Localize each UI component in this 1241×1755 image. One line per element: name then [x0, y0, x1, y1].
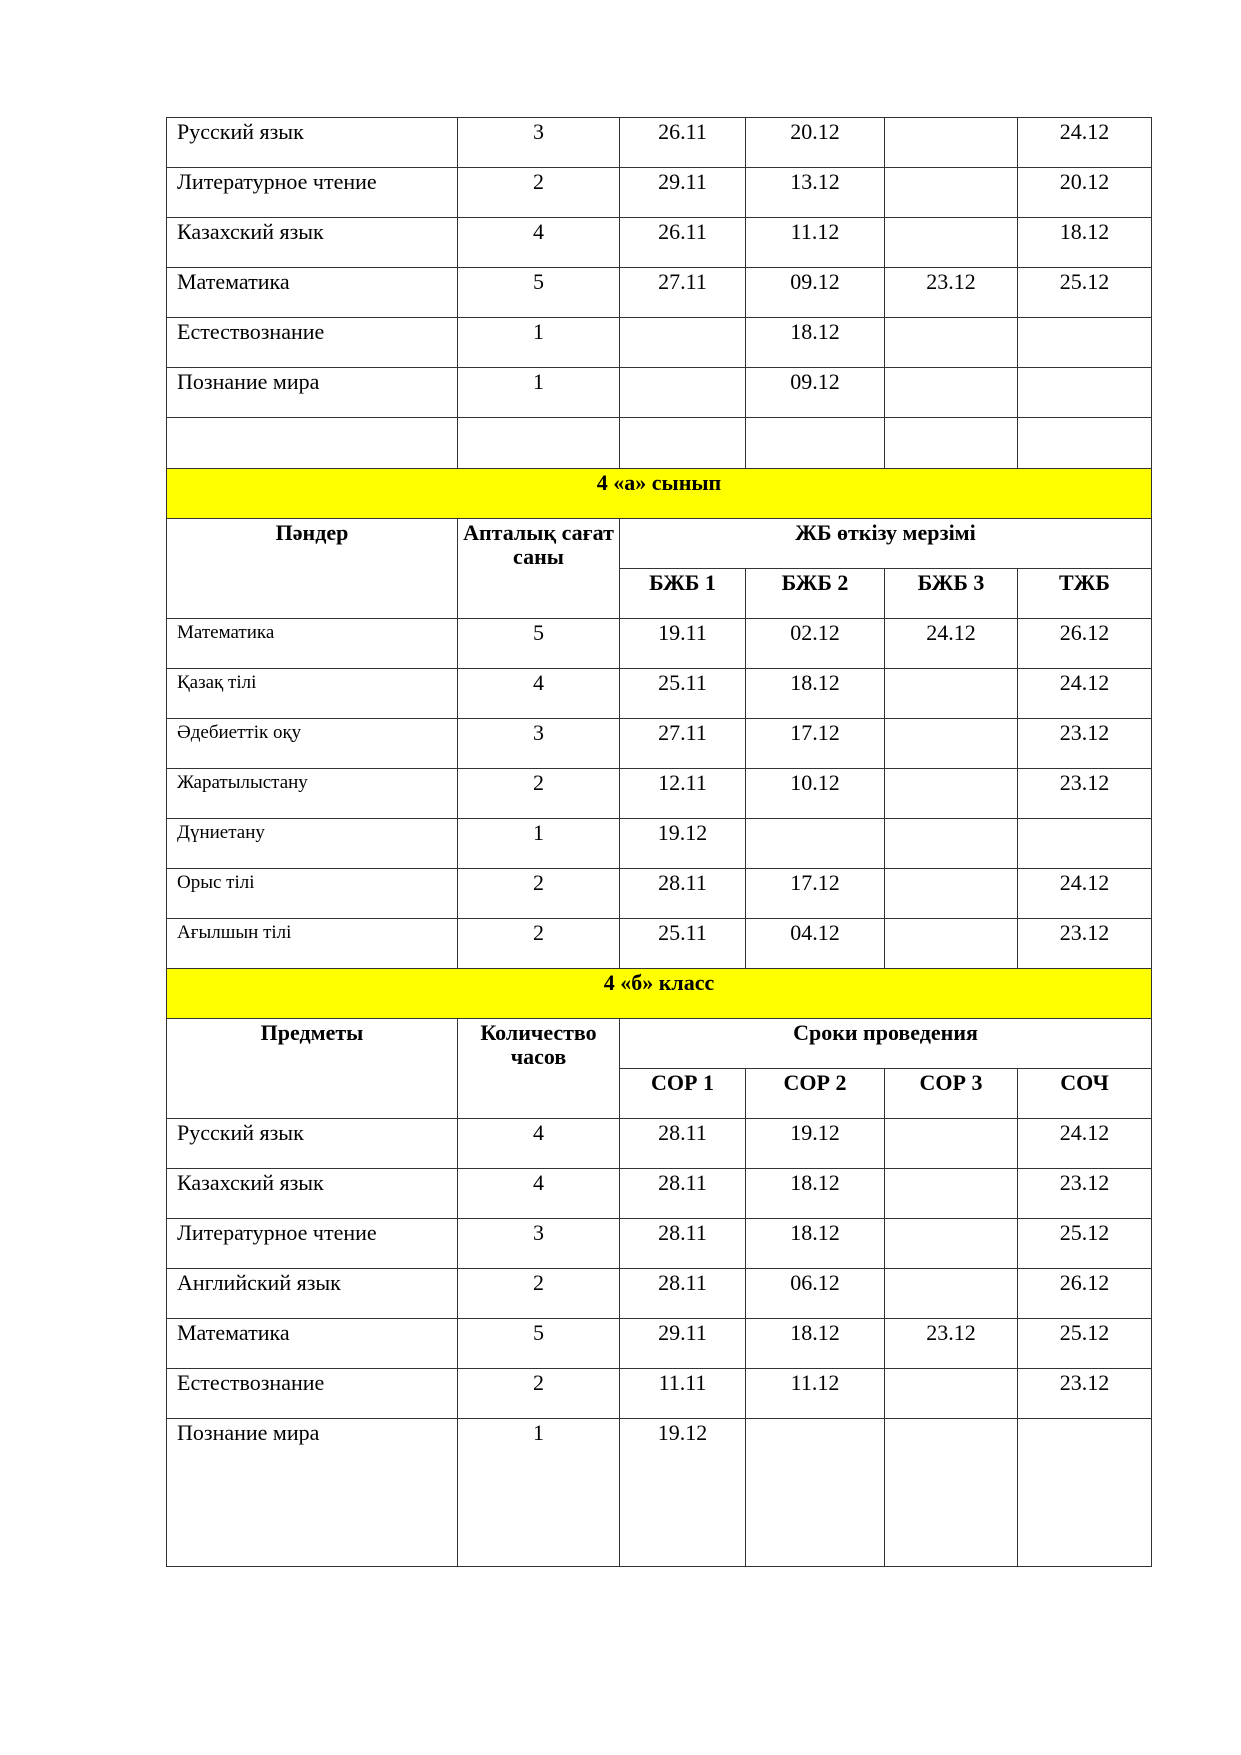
- date-cell-4: 25.12: [1018, 268, 1152, 318]
- table-row: [167, 619, 1152, 669]
- date-cell-1: 28.11: [620, 1219, 746, 1269]
- date-cell-2: 02.12: [746, 619, 885, 669]
- date-cell-1: 28.11: [620, 1269, 746, 1319]
- date-cell-1: 12.11: [620, 769, 746, 819]
- date-cell-3: [885, 669, 1018, 719]
- date-cell-4: 24.12: [1018, 118, 1152, 168]
- subject-cell: Казахский язык: [167, 1169, 458, 1219]
- date-cell-3: [885, 118, 1018, 168]
- date-cell-2: 06.12: [746, 1269, 885, 1319]
- section-title: 4 «б» класс: [167, 969, 1152, 1019]
- table-row: [167, 1319, 1152, 1369]
- header-period: ЖБ өткізу мерзімі: [620, 519, 1152, 569]
- date-cell-4: 25.12: [1018, 1219, 1152, 1269]
- table-row: [167, 719, 1152, 769]
- subject-cell: Қазақ тілі: [167, 669, 458, 719]
- date-cell-3: [885, 318, 1018, 368]
- subject-cell: Познание мира: [167, 368, 458, 418]
- date-cell-3: [885, 919, 1018, 969]
- hours-cell: 2: [458, 168, 620, 218]
- date-cell-4: [1018, 318, 1152, 368]
- date-cell-1: 28.11: [620, 1119, 746, 1169]
- date-cell-2: 18.12: [746, 669, 885, 719]
- hours-cell: 4: [458, 669, 620, 719]
- subject-cell: Дүниетану: [167, 819, 458, 869]
- assessment-schedule-table: [166, 117, 1152, 1567]
- table-row: [167, 869, 1152, 919]
- date-cell-1: [620, 368, 746, 418]
- header-hours: Апталық сағат саны: [458, 519, 620, 619]
- empty-cell: [885, 418, 1018, 469]
- table-row: [167, 268, 1152, 318]
- subject-cell: Естествознание: [167, 1369, 458, 1419]
- header-col-3: БЖБ 3: [885, 569, 1018, 619]
- date-cell-1: 25.11: [620, 669, 746, 719]
- date-cell-3: 23.12: [885, 268, 1018, 318]
- empty-cell: [458, 418, 620, 469]
- empty-row: [167, 418, 1152, 469]
- hours-cell: 1: [458, 819, 620, 869]
- empty-cell: [1018, 418, 1152, 469]
- table-row: [167, 1169, 1152, 1219]
- header-col-3: СОР 3: [885, 1069, 1018, 1119]
- subject-cell: Математика: [167, 268, 458, 318]
- hours-cell: 3: [458, 719, 620, 769]
- header-col-2: БЖБ 2: [746, 569, 885, 619]
- empty-cell: [620, 418, 746, 469]
- date-cell-4: 20.12: [1018, 168, 1152, 218]
- date-cell-2: 10.12: [746, 769, 885, 819]
- date-cell-1: 19.11: [620, 619, 746, 669]
- date-cell-1: 19.12: [620, 1419, 746, 1567]
- subject-cell: Ағылшын тілі: [167, 919, 458, 969]
- date-cell-2: 19.12: [746, 1119, 885, 1169]
- date-cell-4: 23.12: [1018, 719, 1152, 769]
- subject-cell: Литературное чтение: [167, 168, 458, 218]
- date-cell-3: [885, 1119, 1018, 1169]
- date-cell-3: [885, 218, 1018, 268]
- date-cell-4: 18.12: [1018, 218, 1152, 268]
- header-period: Сроки проведения: [620, 1019, 1152, 1069]
- hours-cell: 2: [458, 769, 620, 819]
- header-col-1: СОР 1: [620, 1069, 746, 1119]
- subject-cell: Русский язык: [167, 118, 458, 168]
- date-cell-1: 19.12: [620, 819, 746, 869]
- date-cell-1: 28.11: [620, 869, 746, 919]
- date-cell-2: 09.12: [746, 368, 885, 418]
- date-cell-3: [885, 368, 1018, 418]
- date-cell-4: 26.12: [1018, 1269, 1152, 1319]
- date-cell-3: 24.12: [885, 619, 1018, 669]
- date-cell-3: [885, 719, 1018, 769]
- date-cell-3: [885, 1369, 1018, 1419]
- date-cell-1: 26.11: [620, 118, 746, 168]
- date-cell-4: 23.12: [1018, 919, 1152, 969]
- date-cell-2: 04.12: [746, 919, 885, 969]
- header-col-2: СОР 2: [746, 1069, 885, 1119]
- hours-cell: 1: [458, 318, 620, 368]
- header-hours: Количество часов: [458, 1019, 620, 1119]
- hours-cell: 5: [458, 1319, 620, 1369]
- date-cell-3: [885, 869, 1018, 919]
- date-cell-1: 27.11: [620, 719, 746, 769]
- section-row: [167, 469, 1152, 519]
- header-subjects: Предметы: [167, 1019, 458, 1119]
- empty-cell: [746, 418, 885, 469]
- date-cell-4: 24.12: [1018, 1119, 1152, 1169]
- date-cell-4: [1018, 819, 1152, 869]
- date-cell-3: [885, 819, 1018, 869]
- table-row: [167, 318, 1152, 368]
- date-cell-3: [885, 1169, 1018, 1219]
- date-cell-1: 29.11: [620, 1319, 746, 1369]
- hours-cell: 3: [458, 1219, 620, 1269]
- header-subjects: Пәндер: [167, 519, 458, 619]
- date-cell-1: 11.11: [620, 1369, 746, 1419]
- date-cell-3: [885, 1269, 1018, 1319]
- hours-cell: 1: [458, 1419, 620, 1567]
- date-cell-4: 23.12: [1018, 1169, 1152, 1219]
- hours-cell: 4: [458, 218, 620, 268]
- header-row: [167, 1019, 1152, 1069]
- table-row: [167, 168, 1152, 218]
- date-cell-2: 09.12: [746, 268, 885, 318]
- date-cell-2: [746, 1419, 885, 1567]
- hours-cell: 3: [458, 118, 620, 168]
- subject-cell: Математика: [167, 619, 458, 669]
- date-cell-3: 23.12: [885, 1319, 1018, 1369]
- date-cell-3: [885, 168, 1018, 218]
- empty-cell: [167, 418, 458, 469]
- date-cell-4: 26.12: [1018, 619, 1152, 669]
- subject-cell: Русский язык: [167, 1119, 458, 1169]
- subject-cell: Жаратылыстану: [167, 769, 458, 819]
- subject-cell: Познание мира: [167, 1419, 458, 1567]
- hours-cell: 5: [458, 268, 620, 318]
- table-row: [167, 1219, 1152, 1269]
- subject-cell: Орыс тілі: [167, 869, 458, 919]
- table-row: [167, 1369, 1152, 1419]
- header-row: [167, 519, 1152, 569]
- subject-cell: Английский язык: [167, 1269, 458, 1319]
- date-cell-2: 18.12: [746, 318, 885, 368]
- header-col-4: ТЖБ: [1018, 569, 1152, 619]
- date-cell-2: 20.12: [746, 118, 885, 168]
- date-cell-1: 26.11: [620, 218, 746, 268]
- section-row: [167, 969, 1152, 1019]
- header-col-1: БЖБ 1: [620, 569, 746, 619]
- date-cell-1: 27.11: [620, 268, 746, 318]
- table-row: [167, 218, 1152, 268]
- date-cell-2: 17.12: [746, 869, 885, 919]
- date-cell-2: [746, 819, 885, 869]
- table-row: [167, 368, 1152, 418]
- subject-cell: Казахский язык: [167, 218, 458, 268]
- date-cell-1: 29.11: [620, 168, 746, 218]
- hours-cell: 1: [458, 368, 620, 418]
- date-cell-2: 11.12: [746, 218, 885, 268]
- subject-cell: Әдебиеттік оқу: [167, 719, 458, 769]
- table-row: [167, 118, 1152, 168]
- subject-cell: Литературное чтение: [167, 1219, 458, 1269]
- date-cell-2: 17.12: [746, 719, 885, 769]
- table-row: [167, 1119, 1152, 1169]
- date-cell-3: [885, 1419, 1018, 1567]
- table-row: [167, 1269, 1152, 1319]
- date-cell-1: 25.11: [620, 919, 746, 969]
- date-cell-2: 18.12: [746, 1219, 885, 1269]
- date-cell-3: [885, 769, 1018, 819]
- date-cell-2: 11.12: [746, 1369, 885, 1419]
- date-cell-4: 24.12: [1018, 869, 1152, 919]
- table-row: [167, 1419, 1152, 1567]
- date-cell-4: 24.12: [1018, 669, 1152, 719]
- date-cell-4: 23.12: [1018, 769, 1152, 819]
- date-cell-4: [1018, 1419, 1152, 1567]
- subject-cell: Естествознание: [167, 318, 458, 368]
- section-title: 4 «а» сынып: [167, 469, 1152, 519]
- header-col-4: СОЧ: [1018, 1069, 1152, 1119]
- table-row: [167, 919, 1152, 969]
- date-cell-2: 18.12: [746, 1169, 885, 1219]
- table-row: [167, 669, 1152, 719]
- date-cell-4: 23.12: [1018, 1369, 1152, 1419]
- hours-cell: 2: [458, 919, 620, 969]
- hours-cell: 4: [458, 1119, 620, 1169]
- date-cell-1: 28.11: [620, 1169, 746, 1219]
- subject-cell: Математика: [167, 1319, 458, 1369]
- date-cell-1: [620, 318, 746, 368]
- date-cell-2: 18.12: [746, 1319, 885, 1369]
- date-cell-3: [885, 1219, 1018, 1269]
- hours-cell: 2: [458, 1369, 620, 1419]
- hours-cell: 2: [458, 1269, 620, 1319]
- date-cell-4: [1018, 368, 1152, 418]
- date-cell-4: 25.12: [1018, 1319, 1152, 1369]
- hours-cell: 5: [458, 619, 620, 669]
- date-cell-2: 13.12: [746, 168, 885, 218]
- table-row: [167, 819, 1152, 869]
- hours-cell: 2: [458, 869, 620, 919]
- table-row: [167, 769, 1152, 819]
- hours-cell: 4: [458, 1169, 620, 1219]
